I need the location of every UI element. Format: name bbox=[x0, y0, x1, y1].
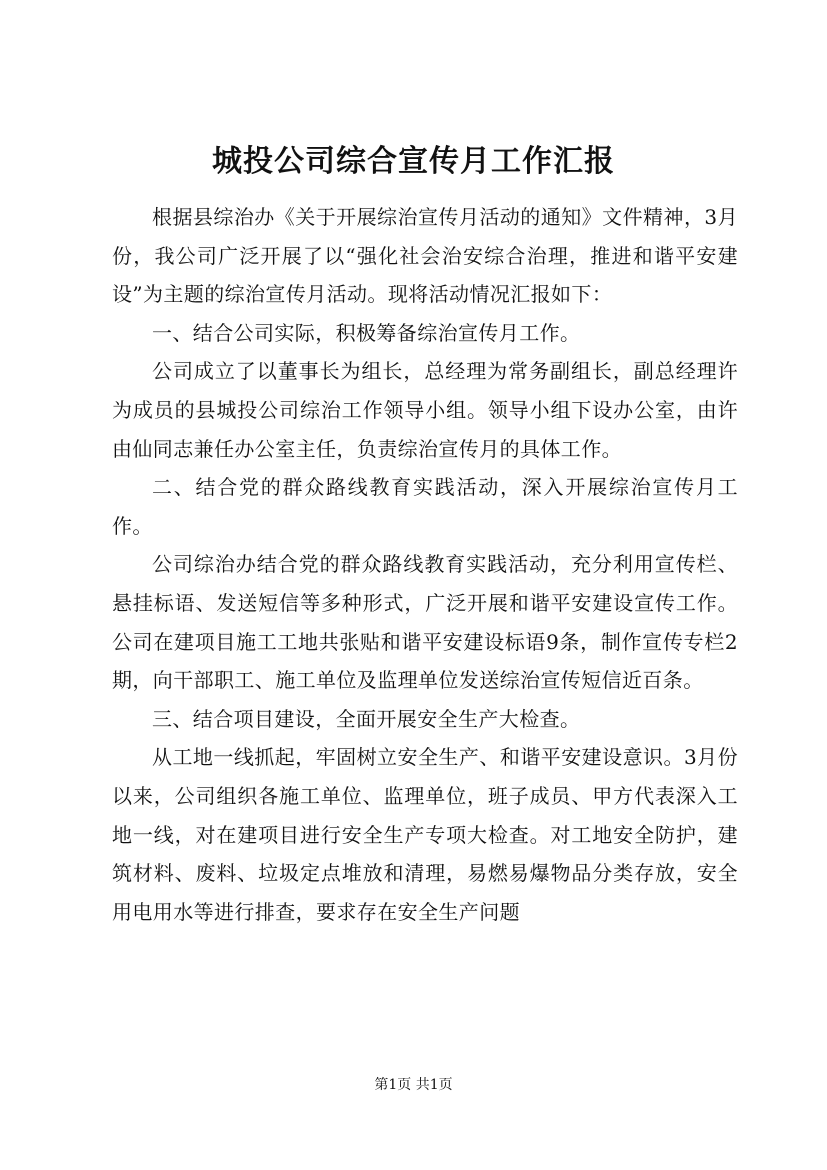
paragraph-intro: 根据县综治办《关于开展综治宣传月活动的通知》文件精神，3月份，我公司广泛开展了以“强化社会治安综合治理，推进和谐平安建设”为主题的综治宣传月活动。现将活动情况汇报如下： bbox=[112, 205, 738, 307]
paragraph-safety-inspection: 从工地一线抓起，牢固树立安全生产、和谐平安建设意识。3月份以来，公司组织各施工单位、监理单位，班子成员、甲方代表深入工地一线，对在建项目进行安全生产专项大检查。对工地安全防护，建筑材料、废料、垃圾定点堆放和清理，易燃易爆物品分类存放，安全用电用水等进行排查，要求存在安全生产问题 bbox=[112, 745, 738, 924]
section-heading-1: 一、结合公司实际，积极筹备综治宣传月工作。 bbox=[152, 320, 581, 345]
section-heading-2: 二、结合党的群众路线教育实践活动，深入开展综治宣传月工作。 bbox=[112, 475, 738, 538]
paragraph-publicity-work: 公司综治办结合党的群众路线教育实践活动，充分利用宣传栏、悬挂标语、发送短信等多种形式，广泛开展和谐平安建设宣传工作。公司在建项目施工工地共张贴和谐平安建设标语9条，制作宣传专栏2期，向干部职工、施工单位及监理单位发送综治宣传短信近百条。 bbox=[112, 552, 738, 693]
section-heading-3: 三、结合项目建设，全面开展安全生产大检查。 bbox=[152, 706, 581, 731]
document-body bbox=[112, 198, 738, 931]
page-footer: 第1页 共1页 bbox=[374, 1077, 453, 1093]
document-title: 城投公司综合宣传月工作汇报 bbox=[212, 144, 615, 179]
paragraph-leadership-group: 公司成立了以董事长为组长，总经理为常务副组长，副总经理许为成员的县城投公司综治工作领导小组。领导小组下设办公室，由许由仙同志兼任办公室主任，负责综治宣传月的具体工作。 bbox=[112, 359, 738, 461]
